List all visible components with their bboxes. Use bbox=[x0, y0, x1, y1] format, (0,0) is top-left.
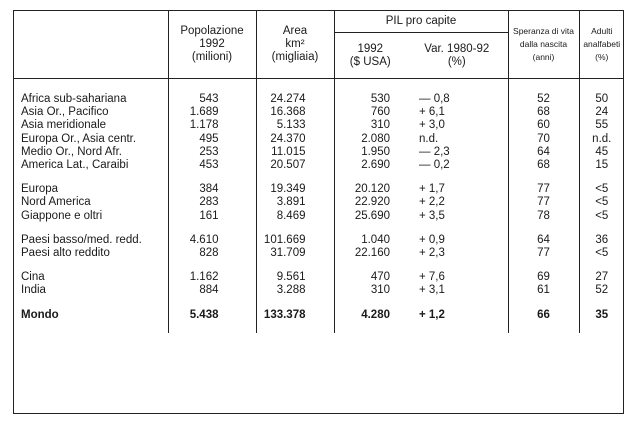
header-population-line2: 1992 bbox=[199, 37, 225, 50]
header-illiterate bbox=[579, 10, 624, 78]
cell-var: + 0,9 bbox=[419, 233, 445, 246]
data-table bbox=[13, 10, 624, 333]
table-end-spacer bbox=[13, 322, 624, 333]
header-pil-variation bbox=[406, 33, 508, 79]
header-area-line1: Area bbox=[282, 24, 308, 37]
cell-pop: 884 bbox=[168, 284, 256, 297]
cell-var: — 0,8 bbox=[419, 93, 450, 106]
cell-ill: 15 bbox=[579, 159, 624, 172]
table-row bbox=[13, 234, 624, 247]
header-population bbox=[168, 10, 256, 78]
header-life-expectancy bbox=[508, 10, 579, 78]
cell-pil: 1.950 bbox=[334, 146, 406, 159]
cell-name: India bbox=[21, 284, 46, 297]
cell-name: Paesi alto reddito bbox=[21, 246, 110, 259]
cell-pil: 760 bbox=[334, 106, 406, 119]
cell-life: 52 bbox=[508, 93, 579, 106]
cell-name: Cina bbox=[21, 271, 45, 284]
header-life-line2: dalla nascita bbox=[519, 38, 568, 49]
header-life-line1: Speranza di vita bbox=[513, 25, 574, 36]
table-row bbox=[13, 247, 624, 260]
cell-life: 69 bbox=[508, 271, 579, 284]
table-row bbox=[13, 196, 624, 209]
cell-area: 24.274 bbox=[256, 93, 334, 106]
table-row bbox=[13, 271, 624, 284]
cell-pil: 4.280 bbox=[334, 308, 406, 321]
cell-var: + 2,2 bbox=[419, 196, 445, 209]
cell-area: 24.370 bbox=[256, 133, 334, 146]
cell-pop: 495 bbox=[168, 133, 256, 146]
cell-ill: 55 bbox=[579, 119, 624, 132]
cell-name: Nord America bbox=[21, 196, 91, 209]
cell-ill: 45 bbox=[579, 146, 624, 159]
cell-life: 68 bbox=[508, 106, 579, 119]
cell-name: America Lat., Caraibi bbox=[21, 159, 129, 172]
cell-name: Africa sub-sahariana bbox=[21, 93, 127, 106]
table-row bbox=[13, 308, 624, 321]
cell-area: 3.288 bbox=[256, 284, 334, 297]
cell-life: 70 bbox=[508, 133, 579, 146]
cell-pop: 253 bbox=[168, 146, 256, 159]
cell-area: 16.368 bbox=[256, 106, 334, 119]
cell-var: n.d. bbox=[419, 132, 439, 145]
cell-pop: 4.610 bbox=[168, 234, 256, 247]
cell-pop: 161 bbox=[168, 210, 256, 223]
header-pil-title: PIL pro capite bbox=[334, 10, 508, 33]
table-row bbox=[13, 210, 624, 223]
cell-pop: 1.178 bbox=[168, 119, 256, 132]
group-spacer bbox=[13, 223, 624, 234]
cell-area: 5.133 bbox=[256, 119, 334, 132]
header-population-line1: Popolazione bbox=[180, 24, 244, 37]
header-area-line3: (migliaia) bbox=[271, 50, 319, 63]
table-row bbox=[13, 106, 624, 119]
table-row bbox=[13, 159, 624, 172]
cell-ill: 24 bbox=[579, 106, 624, 119]
cell-var: + 3,0 bbox=[419, 119, 445, 132]
cell-name: Giappone e oltri bbox=[21, 209, 103, 222]
header-illiterate-line2: analfabeti bbox=[583, 38, 621, 49]
cell-pop: 1.689 bbox=[168, 106, 256, 119]
cell-pop: 283 bbox=[168, 196, 256, 209]
cell-area: 20.507 bbox=[256, 159, 334, 172]
cell-life: 64 bbox=[508, 146, 579, 159]
cell-ill: 52 bbox=[579, 284, 624, 297]
cell-area: 9.561 bbox=[256, 271, 334, 284]
table-row bbox=[13, 93, 624, 106]
cell-life: 68 bbox=[508, 159, 579, 172]
cell-var: + 7,6 bbox=[419, 271, 445, 284]
cell-life: 64 bbox=[508, 234, 579, 247]
cell-var: + 3,5 bbox=[419, 209, 445, 222]
cell-life: 61 bbox=[508, 284, 579, 297]
header-population-line3: (milioni) bbox=[191, 50, 233, 63]
cell-ill: n.d. bbox=[579, 133, 624, 146]
cell-life: 77 bbox=[508, 247, 579, 260]
header-life-line3: (anni) bbox=[532, 51, 555, 62]
header-pil-1992-line2: ($ USA) bbox=[349, 55, 391, 68]
table-row bbox=[13, 133, 624, 146]
header-pil-variation-line2: (%) bbox=[447, 55, 466, 68]
cell-life: 66 bbox=[508, 308, 579, 321]
cell-pil: 530 bbox=[334, 93, 406, 106]
header-area-line2: km² bbox=[285, 37, 305, 50]
cell-var: — 0,2 bbox=[419, 159, 450, 172]
cell-ill: 50 bbox=[579, 93, 624, 106]
cell-area: 3.891 bbox=[256, 196, 334, 209]
cell-name: Mondo bbox=[21, 308, 59, 321]
table-header bbox=[13, 10, 624, 79]
cell-pil: 1.040 bbox=[334, 234, 406, 247]
cell-ill: 35 bbox=[579, 308, 624, 321]
cell-var: + 1,2 bbox=[419, 308, 445, 321]
cell-name: Paesi basso/med. redd. bbox=[21, 233, 142, 246]
cell-pop: 1.162 bbox=[168, 271, 256, 284]
cell-pop: 453 bbox=[168, 159, 256, 172]
cell-pil: 310 bbox=[334, 284, 406, 297]
cell-pil: 25.690 bbox=[334, 210, 406, 223]
cell-name: Asia Or., Pacifico bbox=[21, 106, 109, 119]
cell-name: Asia meridionale bbox=[21, 119, 107, 132]
cell-var: + 1,7 bbox=[419, 183, 445, 196]
cell-area: 31.709 bbox=[256, 247, 334, 260]
cell-pil: 22.920 bbox=[334, 196, 406, 209]
header-pil-1992-line1: 1992 bbox=[357, 42, 384, 55]
cell-pil: 310 bbox=[334, 119, 406, 132]
cell-pil: 22.160 bbox=[334, 247, 406, 260]
cell-pil: 2.690 bbox=[334, 159, 406, 172]
cell-pop: 5.438 bbox=[168, 308, 256, 321]
cell-pop: 543 bbox=[168, 93, 256, 106]
cell-name: Medio Or., Nord Afr. bbox=[21, 145, 122, 158]
cell-life: 60 bbox=[508, 119, 579, 132]
cell-life: 78 bbox=[508, 210, 579, 223]
cell-pil: 470 bbox=[334, 271, 406, 284]
cell-var: — 2,3 bbox=[419, 145, 450, 158]
group-spacer bbox=[13, 172, 624, 183]
cell-area: 133.378 bbox=[256, 308, 334, 321]
cell-area: 8.469 bbox=[256, 210, 334, 223]
cell-var: + 3,1 bbox=[419, 284, 445, 297]
cell-life: 77 bbox=[508, 196, 579, 209]
header-illiterate-line3: (%) bbox=[595, 51, 609, 62]
table-row bbox=[13, 284, 624, 297]
cell-pil: 2.080 bbox=[334, 133, 406, 146]
cell-ill: 36 bbox=[579, 234, 624, 247]
group-spacer bbox=[13, 297, 624, 308]
table-row bbox=[13, 119, 624, 132]
cell-pop: 384 bbox=[168, 183, 256, 196]
table-row bbox=[13, 146, 624, 159]
table-body bbox=[13, 79, 624, 333]
cell-var: + 6,1 bbox=[419, 106, 445, 119]
cell-area: 11.015 bbox=[256, 146, 334, 159]
table-row bbox=[13, 183, 624, 196]
cell-ill: 27 bbox=[579, 271, 624, 284]
cell-area: 101.669 bbox=[256, 234, 334, 247]
cell-ill: <5 bbox=[579, 247, 624, 260]
cell-life: 77 bbox=[508, 183, 579, 196]
group-spacer bbox=[13, 260, 624, 271]
header-pil-1992 bbox=[334, 33, 406, 79]
header-pil-variation-line1: Var. 1980-92 bbox=[424, 42, 490, 55]
group-spacer bbox=[13, 79, 624, 94]
header-empty-cell bbox=[13, 10, 168, 78]
cell-ill: <5 bbox=[579, 183, 624, 196]
header-area bbox=[256, 10, 334, 78]
cell-var: + 2,3 bbox=[419, 246, 445, 259]
cell-ill: <5 bbox=[579, 196, 624, 209]
cell-area: 19.349 bbox=[256, 183, 334, 196]
header-illiterate-line1: Adulti bbox=[591, 25, 613, 36]
cell-ill: <5 bbox=[579, 210, 624, 223]
cell-pop: 828 bbox=[168, 247, 256, 260]
cell-name: Europa Or., Asia centr. bbox=[21, 132, 137, 145]
cell-pil: 20.120 bbox=[334, 183, 406, 196]
cell-name: Europa bbox=[21, 183, 59, 196]
